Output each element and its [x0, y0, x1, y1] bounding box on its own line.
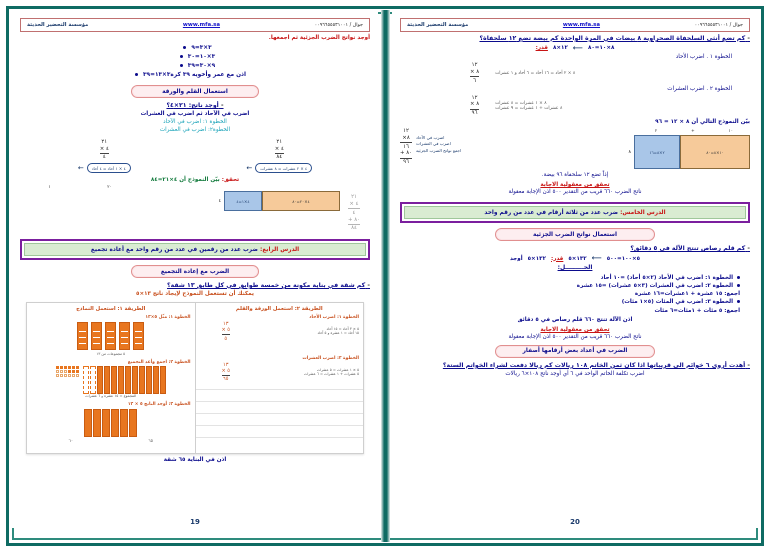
lesson-5-title: الدرس الخامس:	[620, 209, 666, 216]
work-partial-1: ١٦	[403, 143, 409, 150]
m1-step3-value-a: ٦٥	[148, 438, 153, 444]
step1-label-left: الخطوة ١: اضرب في الآحاد	[163, 119, 227, 126]
question-rings-text: أهدت أروى ٦ خوائم الى قريباتها اذا كان ثمن الخاتم ١٠٨ ريالات كم ريالا دفعت لشراء الخواتم الستة؟	[442, 361, 746, 369]
model-bar	[91, 322, 102, 350]
bullet-item-2	[20, 53, 370, 62]
final-tens-block	[84, 409, 137, 437]
page-20	[392, 12, 758, 528]
bullet-dot-icon	[135, 73, 138, 76]
step2-vertical-multiplication	[470, 95, 479, 117]
bullet-2-expr: ٣×١٠=٣٠	[187, 54, 216, 61]
lesson-banner-4	[20, 239, 370, 260]
stepbox-tens: ٤ × ٢ عشرات = ٨ عشرات	[255, 163, 312, 173]
model-left-side-label: ٤	[218, 198, 221, 204]
step2-label-right: الخطوة ٢ . اضرب العشرات	[667, 86, 732, 93]
header-phone: جوال / ٠٠٩٦٦٥٥٥٣١٠٠١	[314, 22, 363, 28]
estimate2-result: ٥×١٠٠=٥٠٠	[606, 255, 641, 262]
bullet-item-4	[20, 71, 370, 80]
work-left-mul: ٤ ×	[274, 145, 284, 152]
area-model-left-wrap	[20, 184, 340, 213]
model-blue-region: ٢×٨=١٦	[634, 135, 680, 169]
solution-step-2	[410, 282, 740, 290]
m2-step2-title: الخطوة ٢: اضرب العشرات	[302, 355, 359, 361]
verify-text: بيّن النموذج أن ٤×٢١=٨٤	[150, 177, 220, 184]
bullet-icon	[737, 276, 740, 279]
model-plus-sign: +	[691, 128, 695, 134]
method-1-column	[27, 303, 195, 453]
m2-step1-note1: ٥ × ٣ أحاد = ١٥ أحاد	[326, 327, 359, 332]
partial-products-bullets	[20, 44, 370, 80]
area-model-right	[628, 128, 750, 171]
model-intro-right: بيّن النموذج التالي أن ٨ × ١٢ = ٩٦	[655, 118, 750, 125]
work-right-top: ٢١	[101, 138, 108, 145]
model-bar	[133, 322, 144, 350]
question-pencils	[400, 245, 750, 253]
estimate-label: قدر:	[535, 45, 548, 52]
m2-step2-vmul	[222, 362, 230, 383]
m1-step3-title: الخطوة ٣: أوجد الناتج ٥ × ١٣	[127, 402, 191, 408]
model-left-label-ones: ١	[48, 184, 51, 190]
bullet-4-note: اذن مع عمر وأخويه ٣٩ كرة	[170, 72, 246, 79]
step2-top: ١٢	[471, 94, 478, 101]
skill-chip-partial-products: استعمال نواتج الضرب الجزئية	[495, 228, 655, 241]
m2-step1-top: ١٣	[223, 321, 229, 328]
skill-chip-regrouping: الضرب مع إعادة التجميع	[131, 265, 259, 278]
work-multiplier: ٨×	[402, 134, 410, 141]
lesson-banner-5	[400, 202, 750, 223]
lesson-4-text: ضرب عدد من رقمين في عدد من رقم واحد مع أعادة تجميع	[90, 246, 258, 253]
faint-mul: ٤ ×	[349, 201, 359, 207]
lesson-5-text: ضرب عدد من ثلاثة أرقام في عدد من رقم واحد	[484, 209, 619, 216]
bullet-item-1	[20, 44, 370, 53]
work-label-sum: اجمع نواتج الضرب الجزئية	[416, 147, 462, 153]
question-turtles	[400, 35, 750, 43]
step2-label-left: الخطوة٢: اضرب في العشرات	[159, 127, 231, 134]
model-caption-right: إذاً تضع ١٢ سلحفاة ٩٦ بيضة.	[541, 172, 609, 179]
estimate-row-pencils	[400, 255, 750, 262]
m1-step2-note: المجموع = ١٥ عشرة و ٦ عشرات	[85, 394, 137, 399]
faint-total: ٨٤	[351, 225, 357, 232]
m1-step3-value-b: ٦٠	[68, 438, 74, 444]
model-left-blue: ٤×١=٤	[224, 191, 262, 211]
estimate-expression: ١٢×٨	[552, 45, 568, 52]
solution-step-2-text: الخطوة ٢: اضرب في العشرات (٣×٥ عشرات) =١٥ عشرة	[576, 283, 733, 290]
step1-multiplier: ٨ ×	[470, 68, 480, 75]
page-header-right	[400, 18, 750, 32]
bullet-1-expr: ٣×٣=٩	[191, 45, 212, 52]
header-phone: جوال / ٠٠٩٦٦٥٥٥٣١٠٠١	[694, 22, 743, 28]
faint-top: ٢١	[351, 194, 357, 201]
work-top: ١٢	[403, 128, 409, 135]
skill-chip-paper-pencil: استعمال القلم والورقة	[131, 85, 259, 98]
arrow-icon: ⟵	[572, 43, 583, 52]
question-pencils-text: كم قلم رصاص تنتج الآلة في ٥ دقائق؟	[630, 245, 746, 253]
m2-step2-note2: ٥ عشرات + ١ عشرات = ٦ عشرات	[304, 372, 359, 377]
model-side-label: ٨	[628, 149, 631, 155]
step1-vertical-multiplication	[470, 62, 479, 84]
arrow-icon-2: ⟵	[591, 254, 602, 263]
m2-step2-note1: ٥ × ١ عشرات = ٥ عشرات	[316, 368, 359, 373]
m1-step1-note: ٥ مجموعات من ١٣	[96, 352, 126, 357]
page-19	[12, 12, 378, 528]
question-21x4-text: أوجد ناتج: ٢١×٤؟	[166, 102, 219, 110]
m2-step1-mul: ٥ ×	[221, 327, 230, 334]
work-left-result: ٨٤	[276, 154, 283, 161]
step2-note2-right: ٨ عشرات + ١ عشرات = ٩ عشرات	[495, 105, 563, 111]
question-apartments-text: كم شقة في بناية مكونة من خمسة طوابق في كل طابق ١٣ شقة؟	[167, 282, 366, 289]
header-organization: مؤسسة التحضير الحديثة	[407, 22, 469, 28]
work-right-result: ٤	[102, 154, 106, 161]
find-expression: ١٣٢×٥	[527, 255, 546, 262]
work-left-column	[246, 139, 312, 175]
bullet-dot-icon	[183, 46, 186, 49]
model-left-orange: ٤×٢٠=٨٠	[262, 191, 340, 211]
model-label-ones: ٢	[654, 128, 658, 134]
page-number-20: 20	[570, 518, 580, 526]
m2-step1-vmul	[222, 321, 230, 342]
question-21x4-dash: -	[220, 102, 224, 110]
bullet-icon	[737, 284, 740, 287]
work-left-top: ٢١	[276, 138, 283, 145]
work-label-ones: اضرب في الآحاد	[416, 135, 445, 141]
faint-add: ٨٠ +	[347, 216, 360, 223]
question-dash: -	[747, 35, 750, 42]
method-2-title: الطريقة ٢: استعمل الورقة والقلم	[235, 306, 323, 313]
solution-step-1-text: الخطوة ١: اضرب في الأحاد (٢×٥ أحاد) =١٠ أحاد	[600, 275, 733, 282]
model-orange-region: ١٠×٨=٨٠	[680, 135, 750, 169]
bullet-dot-icon	[180, 64, 183, 67]
faint-mid: ٤	[352, 209, 356, 216]
solution-answer: اذن الآلة تنتج ٦٦٠ قلم رصاص في ٥ دقائق	[517, 316, 633, 323]
page-number-19: 19	[190, 518, 200, 526]
faint-work-block	[348, 184, 360, 232]
arrow-icon-tens: ←	[246, 163, 253, 172]
bullet-3-expr: ٩×٣٠=٣٩	[187, 63, 216, 70]
estimate-row-turtles	[400, 45, 750, 52]
m2-step1-res: ٥	[224, 335, 228, 342]
bullet-dot-icon	[180, 55, 183, 58]
solution-steps-list	[410, 274, 740, 315]
m2-step2-mul: ٥ ×	[221, 368, 230, 375]
skill-chip-zeros: الضرب في أعداد بعض أرقامها أصفار	[495, 345, 655, 358]
methods-card	[26, 302, 364, 454]
m2-ruled-lines	[196, 389, 364, 449]
work-right-mul: ٤ ×	[99, 145, 109, 152]
question-21x4	[20, 102, 370, 110]
stepbox-ones: ٤ × ١ أحاد = ٤ أحاد	[87, 163, 131, 173]
model-bar	[119, 322, 130, 350]
solution-step-3	[410, 298, 740, 306]
check-heading-1: تحقق من معقولية الاجابة	[540, 182, 610, 189]
solution-sum-1: اجمع: ١٥ عشرة + ١عشرات=١٦ عشرة	[634, 291, 740, 298]
bullet-item-3	[20, 62, 370, 71]
step1-note-right: ٨ × ٢ أحاد = ١٦ أحاد = ٦ أحاد و ١ عشرات	[495, 70, 576, 76]
model-left-label-tens: ٢٠	[107, 184, 112, 190]
lesson-4-title: الدرس الرابع:	[260, 246, 300, 253]
verify-label: تحقق:	[221, 177, 240, 184]
m2-step1-note2: ١٥ أحاد = ١ عشرة و ٥ أحاد	[317, 331, 359, 336]
work-label-tens: اضرب في العشرات	[416, 141, 451, 147]
question-apartments	[20, 282, 370, 290]
step1-label-right: الخطوة ١ . اضرب الأحاد	[675, 53, 732, 60]
work-right-column	[78, 139, 131, 175]
method-2-column	[195, 303, 364, 453]
question-rings	[400, 362, 750, 370]
header-organization: مؤسسة التحضير الحديثة	[27, 22, 89, 28]
model-bar	[77, 322, 88, 350]
header-website-link[interactable]: www.mfa.sa	[562, 22, 601, 28]
question-rings-dash: -	[747, 361, 750, 369]
step2-multiplier: ٨ ×	[470, 101, 480, 108]
m2-step1-title: الخطوة ١: اضرب الأحاد	[309, 315, 359, 321]
solution-sum-2: اجمع: ٥ مئات + ١مئات=٦ مئات	[654, 307, 740, 314]
work-total: ٩٦	[403, 159, 409, 166]
check-heading-2: تحقق من معقولية الاجابة	[540, 326, 610, 333]
verify-line	[20, 177, 370, 183]
estimate2-label: قدر:	[550, 255, 564, 262]
work-partial-2: ٨٠ +	[400, 150, 413, 157]
check-line-1: ناتج الضرب ٦٦٠ قريب من التقدير ٥٠٠ اذن الإجابة معقولة	[508, 189, 642, 196]
step1-result: ٦	[473, 77, 477, 84]
intro-instruction: أوجد نواتج الضرب الجزئية ثم اجمعها.	[268, 35, 370, 41]
ones-block-grid	[56, 366, 79, 377]
m1-step1-title: الخطوة ١: مثّل ٥×١٣	[145, 315, 191, 321]
step2-result: ٩٦	[471, 110, 478, 117]
solution-step-3-text: الخطوة ٣: اضرب في المئات (٥×١ مئات)	[621, 299, 733, 306]
work-right-vmul	[100, 139, 109, 161]
solution-step-1	[410, 274, 740, 282]
question-rings-hint: اضرب تكلفة الخاتم الواحد في ٦ أي أوجد ناتج ١٠٨×٦ ريالات	[505, 370, 645, 377]
bullet-4-expr: ٣×١٣=٣٩	[143, 72, 171, 79]
estimate-result: ٨×١٠=٨٠	[587, 45, 615, 52]
work-left-vmul	[275, 139, 284, 161]
model-bar	[105, 322, 116, 350]
step2-note1-right: ٨ × ١ عشرات = ٨ عشرات	[495, 100, 547, 106]
question-turtles-text: كم تضع أنثى السلحفاة الصحراوية ٨ بيضات في المرة الواحدة كم بيضة تضع ١٢ سلحفاة؟	[479, 35, 746, 42]
tens-block-group	[83, 366, 166, 394]
m2-step2-res: ٦٥	[223, 376, 229, 383]
model-bars-group	[31, 322, 191, 350]
rule-text: اضرب في الآحاد ثم اضرب في العشرات	[140, 110, 250, 117]
page-header-left	[20, 18, 370, 32]
question-pencils-dash: -	[747, 245, 750, 253]
estimate2-expression: ١٣٢×٥	[568, 255, 587, 262]
m2-step2-top: ١٣	[223, 361, 229, 368]
find-label: أوجد	[509, 255, 523, 262]
arrow-icon-ones: ←	[77, 163, 84, 172]
step1-top: ١٢	[471, 62, 478, 69]
question-apartments-hint: يمكنك أن تستعمل النموذج لإيجاد ناتج ١٣×٥	[136, 290, 254, 297]
bullet-icon	[737, 300, 740, 303]
solution-heading: الحـــــــــل:	[557, 264, 593, 272]
book-gutter	[381, 10, 390, 542]
question-apartments-dash: -	[367, 282, 370, 289]
work-vertical-multiplication	[400, 128, 412, 166]
bottom-answer-note: اذن في البناية ٦٥ شقة	[163, 457, 227, 464]
model-label-tens: ١٠	[728, 128, 734, 134]
m1-step2-title: الخطوة ٢: اجمع وأعد التجميع	[127, 360, 191, 366]
check-line-2: ناتج الضرب ٦٦٠ قريب من التقدير ٥٠٠ اذن الإجابة معقولة	[508, 333, 642, 340]
method-1-title: الطريقة ١: استعمل النماذج	[76, 306, 146, 313]
header-website-link[interactable]: www.mfa.sa	[182, 22, 221, 28]
